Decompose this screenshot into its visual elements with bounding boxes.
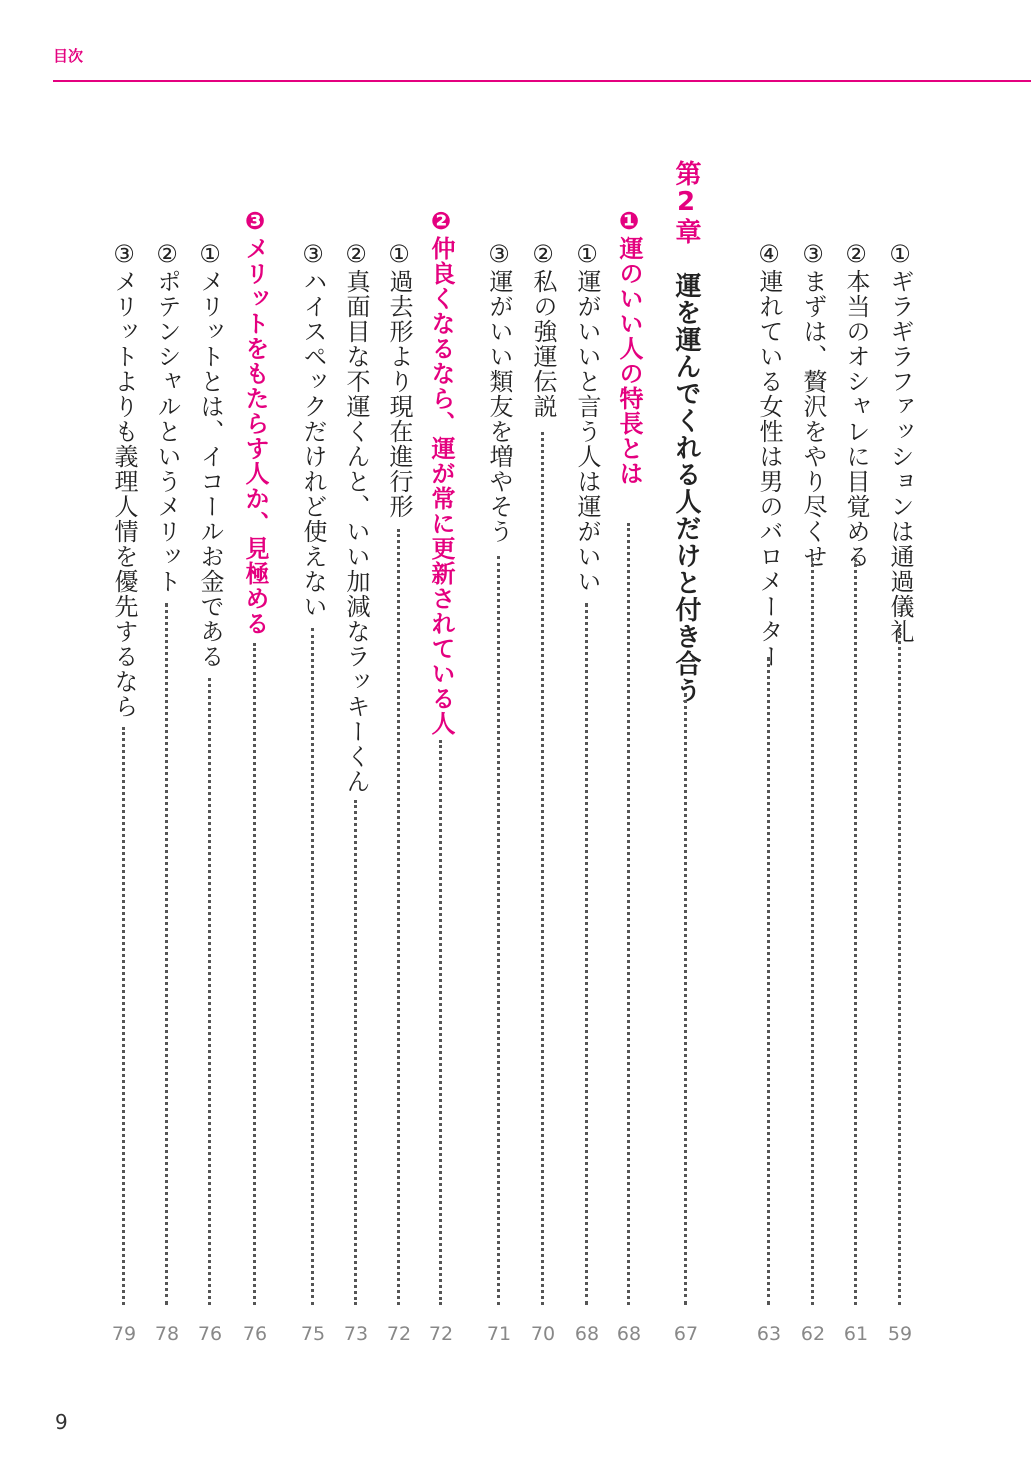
toc-title: 連れている女性は男のバロメーター bbox=[755, 269, 783, 669]
toc-page-number: 68 bbox=[616, 1323, 642, 1345]
dot-leader bbox=[397, 529, 400, 1305]
toc-entry-text bbox=[291, 240, 335, 619]
toc-marker: ③ bbox=[110, 240, 138, 269]
toc-page-number: 73 bbox=[343, 1323, 369, 1345]
toc-marker: 第2章 bbox=[671, 160, 701, 245]
dot-leader bbox=[767, 657, 770, 1305]
toc-entry[interactable] bbox=[747, 0, 791, 1459]
toc-entry-text bbox=[145, 240, 189, 594]
toc-page-number: 72 bbox=[428, 1323, 454, 1345]
toc-title: メリットよりも義理人情を優先するなら bbox=[110, 269, 138, 719]
toc-page-number: 71 bbox=[486, 1323, 512, 1345]
toc-entry[interactable] bbox=[377, 0, 421, 1459]
toc-entry-text bbox=[747, 240, 791, 669]
dot-leader bbox=[898, 628, 901, 1305]
toc-entry-text bbox=[334, 240, 378, 794]
toc-marker: ① bbox=[196, 240, 224, 269]
toc-entry[interactable] bbox=[477, 0, 521, 1459]
dot-leader bbox=[165, 603, 168, 1305]
toc-entry[interactable] bbox=[102, 0, 146, 1459]
toc-marker: ② bbox=[153, 240, 181, 269]
toc-marker: ❷ bbox=[427, 207, 455, 236]
dot-leader bbox=[684, 693, 687, 1305]
toc-chapter[interactable] bbox=[664, 0, 708, 1459]
toc-section[interactable] bbox=[419, 0, 463, 1459]
toc-title: 運のいい人の特長とは bbox=[615, 236, 643, 486]
toc-page-number: 70 bbox=[530, 1323, 556, 1345]
dot-leader bbox=[854, 558, 857, 1305]
toc-title: ギラギラファッションは通過儀礼 bbox=[886, 269, 914, 644]
toc-marker: ③ bbox=[485, 240, 513, 269]
dot-leader bbox=[122, 727, 125, 1305]
toc-entry-text bbox=[477, 240, 521, 544]
toc-entry[interactable] bbox=[834, 0, 878, 1459]
toc-entry[interactable] bbox=[521, 0, 565, 1459]
toc-entry-text bbox=[377, 240, 421, 519]
toc-marker: ② bbox=[529, 240, 557, 269]
toc-page-number: 76 bbox=[242, 1323, 268, 1345]
toc-section-text bbox=[607, 207, 651, 486]
toc-marker: ① bbox=[573, 240, 601, 269]
toc-section[interactable] bbox=[233, 0, 277, 1459]
toc-title: 真面目な不運くんと、いい加減なラッキーくん bbox=[342, 269, 370, 794]
toc-title: 運を運んでくれる人だけと付き合う bbox=[671, 272, 701, 704]
toc-title: 運がいいと言う人は運がいい bbox=[573, 269, 601, 594]
dot-leader bbox=[627, 523, 630, 1305]
toc-page-number: 63 bbox=[756, 1323, 782, 1345]
toc-page-number: 75 bbox=[300, 1323, 326, 1345]
toc-title: まずは、贅沢をやり尽くせ bbox=[799, 269, 827, 569]
toc-section-text bbox=[233, 207, 277, 636]
toc-title: 仲良くなるなら、運が常に更新されている人 bbox=[427, 236, 455, 736]
toc-entry-text bbox=[521, 240, 565, 419]
toc-title: 過去形より現在進行形 bbox=[385, 269, 413, 519]
toc-title: ポテンシャルというメリット bbox=[153, 269, 181, 594]
dot-leader bbox=[253, 643, 256, 1305]
toc-section-text bbox=[419, 207, 463, 736]
toc-header-label: 目次 bbox=[53, 47, 84, 65]
toc-marker: ③ bbox=[299, 240, 327, 269]
page-number: 9 bbox=[55, 1410, 68, 1434]
toc-page-number: 79 bbox=[111, 1323, 137, 1345]
toc-entry[interactable] bbox=[334, 0, 378, 1459]
dot-leader bbox=[439, 740, 442, 1305]
toc-page-number: 78 bbox=[154, 1323, 180, 1345]
toc-title: 本当のオシャレに目覚める bbox=[842, 269, 870, 569]
toc-entry[interactable] bbox=[188, 0, 232, 1459]
toc-entry[interactable] bbox=[791, 0, 835, 1459]
toc-title: ハイスペックだけれど使えない bbox=[299, 269, 327, 619]
dot-leader bbox=[541, 432, 544, 1305]
toc-entry[interactable] bbox=[565, 0, 609, 1459]
dot-leader bbox=[497, 556, 500, 1305]
toc-entry[interactable] bbox=[145, 0, 189, 1459]
toc-marker: ② bbox=[842, 240, 870, 269]
toc-title: 私の強運伝説 bbox=[529, 269, 557, 419]
toc-entry-text bbox=[565, 240, 609, 594]
toc-chapter-text bbox=[664, 160, 708, 704]
toc-title: 運がいい類友を増やそう bbox=[485, 269, 513, 544]
toc-entry-text bbox=[878, 240, 922, 644]
toc-page-number: 72 bbox=[386, 1323, 412, 1345]
toc-entry-text bbox=[834, 240, 878, 569]
toc-page-number: 67 bbox=[673, 1323, 699, 1345]
toc-entry-text bbox=[791, 240, 835, 569]
dot-leader bbox=[208, 678, 211, 1305]
toc-marker: ❸ bbox=[241, 207, 269, 236]
toc-marker: ③ bbox=[799, 240, 827, 269]
toc-page-number: 61 bbox=[843, 1323, 869, 1345]
toc-page-number: 76 bbox=[197, 1323, 223, 1345]
toc-title: メリットとは、イコールお金である bbox=[196, 269, 224, 669]
toc-entry-text bbox=[102, 240, 146, 719]
toc-entry[interactable] bbox=[878, 0, 922, 1459]
toc-page-number: 68 bbox=[574, 1323, 600, 1345]
toc-section[interactable] bbox=[607, 0, 651, 1459]
toc-marker: ④ bbox=[755, 240, 783, 269]
dot-leader bbox=[585, 603, 588, 1305]
toc-marker: ② bbox=[342, 240, 370, 269]
toc-entry-text bbox=[188, 240, 232, 669]
toc-page-number: 59 bbox=[887, 1323, 913, 1345]
dot-leader bbox=[354, 800, 357, 1305]
dot-leader bbox=[811, 558, 814, 1305]
toc-entry[interactable] bbox=[291, 0, 335, 1459]
toc-marker: ① bbox=[385, 240, 413, 269]
dot-leader bbox=[311, 628, 314, 1305]
toc-marker: ❶ bbox=[615, 207, 643, 236]
toc-page-number: 62 bbox=[800, 1323, 826, 1345]
toc-title: メリットをもたらす人か、見極める bbox=[241, 236, 269, 636]
toc-marker: ① bbox=[886, 240, 914, 269]
